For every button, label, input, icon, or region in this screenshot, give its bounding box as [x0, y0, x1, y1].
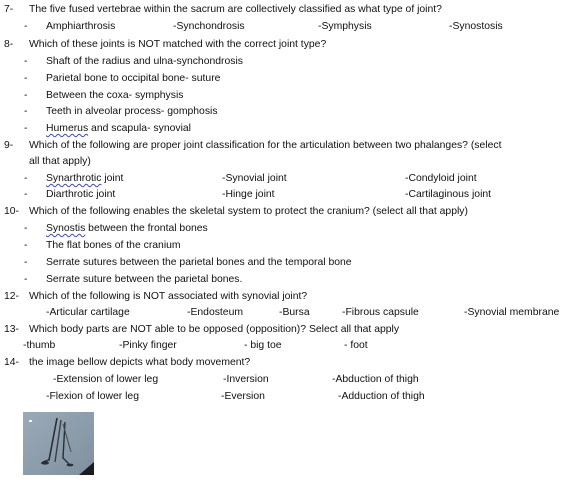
q9-row1-bullet: - [24, 173, 28, 184]
q9-option-condyloid: -Condyloid joint [405, 173, 477, 184]
q9-row2-bullet: - [24, 189, 28, 200]
q12-number: 12- [4, 291, 20, 302]
leg-movement-image [23, 412, 94, 475]
q8-item-1-bullet: - [24, 56, 28, 67]
q12-option-1: -Articular cartilage [46, 307, 130, 318]
q14-number: 14- [4, 357, 20, 368]
q7-option-1: Amphiarthrosis [46, 21, 116, 32]
q9-option-hinge: -Hinge joint [222, 189, 275, 200]
spellcheck-word: Synarthrotic [46, 173, 102, 184]
q7-option-4: -Synostosis [449, 21, 503, 32]
q8-item-5 [46, 123, 191, 135]
q12-option-2: -Endosteum [187, 307, 244, 318]
q9-option-diarthrotic: Diarthrotic joint [46, 189, 116, 200]
q8-item-2-bullet: - [24, 73, 28, 84]
q14-option-adduction: -Adduction of thigh [338, 391, 425, 402]
q10-item-4: Serrate suture between the parietal bones. [46, 274, 243, 285]
spellcheck-word: Synostis [46, 223, 86, 234]
q14-text: the image bellow depicts what body movement? [29, 357, 251, 368]
q12-option-4: -Fibrous capsule [342, 307, 419, 318]
q14-option-flexion: -Flexion of lower leg [46, 391, 139, 402]
q13-number: 13- [4, 324, 20, 335]
spellcheck-word: Humerus [46, 123, 89, 134]
q7-text: The five fused vertebrae within the sacrum are collectively classified as what type of joint? [29, 4, 442, 15]
q14-option-eversion: -Eversion [221, 391, 265, 402]
q12-option-5: -Synovial membrane [464, 307, 560, 318]
q13-option-4: - foot [344, 340, 368, 351]
q8-item-5-rest: and scapula- synovial [88, 123, 191, 134]
q7-bullet: - [24, 21, 28, 32]
q13-option-3: - big toe [244, 340, 282, 351]
q13-option-1: -thumb [23, 340, 56, 351]
q9-text-cont: all that apply) [29, 156, 91, 167]
q8-item-5-bullet: - [24, 123, 28, 134]
q10-item-3-bullet: - [24, 257, 28, 268]
q8-number: 8- [4, 39, 14, 50]
q10-item-2: The flat bones of the cranium [46, 240, 181, 251]
q8-item-1: Shaft of the radius and ulna-synchondrosis [46, 56, 243, 67]
q10-item-4-bullet: - [24, 274, 28, 285]
q9-number: 9- [4, 140, 14, 151]
q13-option-2: -Pinky finger [119, 340, 177, 351]
q8-item-4: Teeth in alveolar process- gomphosis [46, 106, 218, 117]
q9-option-synovial: -Synovial joint [222, 173, 287, 184]
q12-option-3: -Bursa [279, 307, 310, 318]
q14-option-inversion: -Inversion [223, 374, 269, 385]
q9-option-synarthrotic: Synarthrotic joint [46, 173, 124, 184]
q13-text: Which body parts are NOT able to be opposed (opposition)? Select all that apply [29, 324, 400, 335]
q12-text: Which of the following is NOT associated with synovial joint? [29, 291, 308, 302]
q8-item-4-bullet: - [24, 106, 28, 117]
q10-text: Which of the following enables the skeletal system to protect the cranium? (select all that apply) [29, 206, 468, 217]
q8-item-3-bullet: - [24, 90, 28, 101]
q9-option-cartilaginous: -Cartilaginous joint [405, 189, 492, 200]
q10-item-2-bullet: - [24, 240, 28, 251]
q14-option-abduction: -Abduction of thigh [332, 374, 419, 385]
q8-item-3: Between the coxa- symphysis [46, 90, 184, 101]
q7-number: 7- [4, 4, 14, 15]
q10-item-1-bullet: - [24, 223, 28, 234]
q8-text: Which of these joints is NOT matched with the correct joint type? [29, 39, 327, 50]
q9-text: Which of the following are proper joint classification for the articulation between two phalanges? (select [29, 140, 502, 151]
q10-item-3: Serrate sutures between the parietal bones and the temporal bone [46, 257, 352, 268]
q8-item-2: Parietal bone to occipital bone- suture [46, 73, 221, 84]
q10-number: 10- [4, 206, 20, 217]
q7-option-3: -Symphysis [318, 21, 372, 32]
q7-option-2: -Synchondrosis [173, 21, 245, 32]
q14-option-extension: -Extension of lower leg [53, 374, 159, 385]
q10-item-1: Synostis between the frontal bones [46, 223, 208, 234]
leg-movement-photo-icon [23, 412, 94, 475]
